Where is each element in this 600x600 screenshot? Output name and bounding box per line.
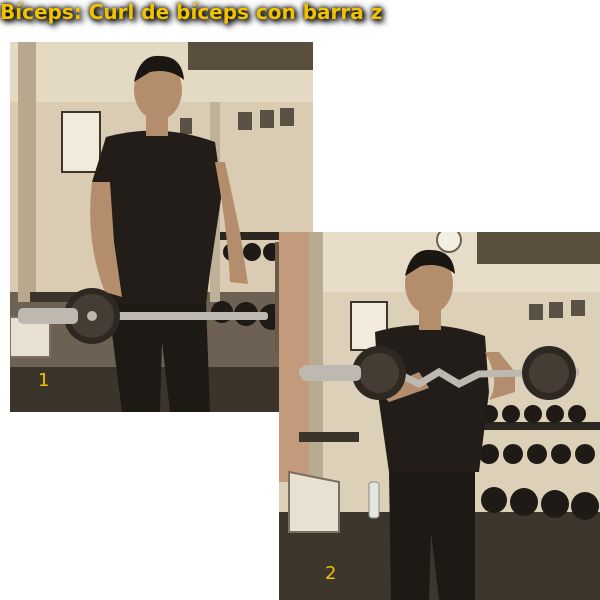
- photo-illustration-2: [279, 232, 600, 600]
- step-number-1: 1: [38, 370, 50, 391]
- page-title: Bíceps: Curl de bíceps con barra z: [0, 0, 383, 24]
- step-number-2: 2: [325, 563, 337, 584]
- photo-illustration-1: [10, 42, 313, 412]
- exercise-photo-step-1: [10, 42, 313, 412]
- exercise-photo-step-2: [279, 232, 600, 600]
